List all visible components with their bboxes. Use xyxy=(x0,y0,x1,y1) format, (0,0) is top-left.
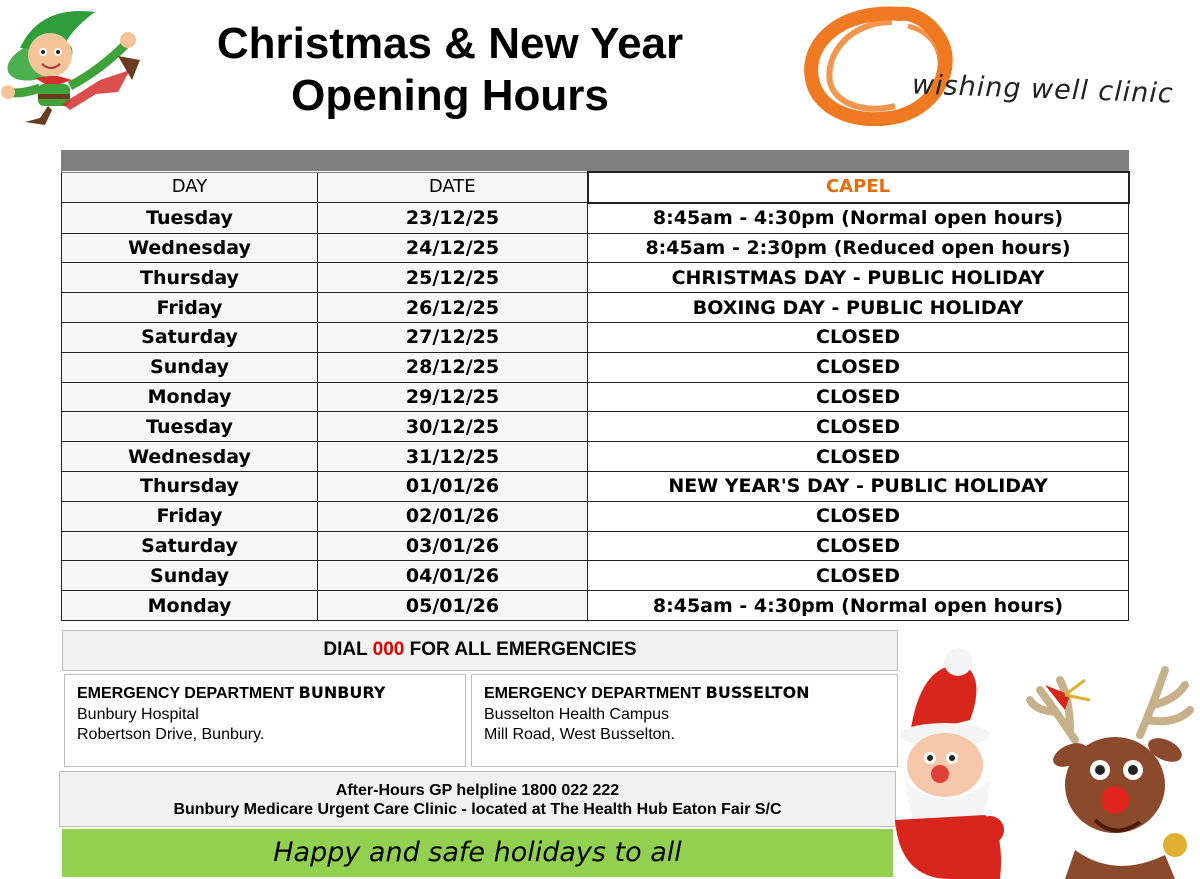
row-day: Monday xyxy=(62,591,318,621)
table-row xyxy=(62,442,1129,472)
row-day: Saturday xyxy=(62,322,318,352)
header-date: DATE xyxy=(318,172,588,203)
row-date: 04/01/26 xyxy=(318,561,588,591)
table-row xyxy=(62,352,1129,382)
ed-line-1: Busselton Health Campus xyxy=(484,706,669,723)
table-row xyxy=(62,263,1129,293)
row-day: Sunday xyxy=(62,352,318,382)
row-hours: CLOSED xyxy=(588,531,1129,561)
clinic-logo xyxy=(800,4,1170,132)
row-hours: CLOSED xyxy=(588,322,1129,352)
title-line-2: Opening Hours xyxy=(291,71,609,120)
row-date: 31/12/25 xyxy=(318,442,588,472)
table-row xyxy=(62,561,1129,591)
holiday-message-banner: Happy and safe holidays to all xyxy=(62,829,893,877)
after-hours-line-2: Bunbury Medicare Urgent Care Clinic - located at The Health Hub Eaton Fair S/C xyxy=(173,801,782,818)
table-header-row xyxy=(62,172,1129,203)
table-row xyxy=(62,471,1129,501)
row-hours: CLOSED xyxy=(588,561,1129,591)
row-day: Wednesday xyxy=(62,233,318,263)
row-day: Thursday xyxy=(62,263,318,293)
row-date: 24/12/25 xyxy=(318,233,588,263)
row-hours: CLOSED xyxy=(588,501,1129,531)
row-date: 30/12/25 xyxy=(318,412,588,442)
row-date: 03/01/26 xyxy=(318,531,588,561)
after-hours-line-1: After-Hours GP helpline 1800 022 222 xyxy=(335,782,620,799)
ed-heading-place: BUSSELTON xyxy=(705,683,810,702)
row-day: Sunday xyxy=(62,561,318,591)
row-date: 23/12/25 xyxy=(318,203,588,233)
table-row xyxy=(62,203,1129,233)
row-hours: 8:45am - 4:30pm (Normal open hours) xyxy=(588,203,1129,233)
row-hours: CLOSED xyxy=(588,442,1129,472)
ed-line-2: Mill Road, West Busselton. xyxy=(484,726,675,743)
logo-text: wishing well clinic xyxy=(911,69,1175,110)
row-date: 28/12/25 xyxy=(318,352,588,382)
dial-prefix: DIAL xyxy=(323,639,373,660)
table-header-bar xyxy=(62,151,1129,173)
row-hours: CLOSED xyxy=(588,382,1129,412)
table-row xyxy=(62,233,1129,263)
row-date: 01/01/26 xyxy=(318,471,588,501)
table-row xyxy=(62,591,1129,621)
row-date: 26/12/25 xyxy=(318,293,588,323)
row-day: Monday xyxy=(62,382,318,412)
row-date: 29/12/25 xyxy=(318,382,588,412)
header-bar-cell xyxy=(62,151,1129,173)
ed-heading-prefix: EMERGENCY DEPARTMENT xyxy=(77,685,299,702)
row-hours: BOXING DAY - PUBLIC HOLIDAY xyxy=(588,293,1129,323)
emergency-number: 000 xyxy=(372,639,405,660)
row-hours: CHRISTMAS DAY - PUBLIC HOLIDAY xyxy=(588,263,1129,293)
row-date: 27/12/25 xyxy=(318,322,588,352)
ed-heading xyxy=(484,683,885,704)
row-hours: 8:45am - 4:30pm (Normal open hours) xyxy=(588,591,1129,621)
emergency-dial-banner xyxy=(62,630,898,671)
row-day: Tuesday xyxy=(62,203,318,233)
row-date: 05/01/26 xyxy=(318,591,588,621)
elf-illustration xyxy=(0,0,150,132)
page-title xyxy=(150,18,750,122)
ed-line-1: Bunbury Hospital xyxy=(77,706,199,723)
table-row xyxy=(62,322,1129,352)
table-row xyxy=(62,531,1129,561)
table-row xyxy=(62,382,1129,412)
header-day: DAY xyxy=(62,172,318,203)
row-hours: NEW YEAR'S DAY - PUBLIC HOLIDAY xyxy=(588,471,1129,501)
row-day: Friday xyxy=(62,501,318,531)
ed-heading-place: BUNBURY xyxy=(298,683,386,702)
santa-illustration xyxy=(890,640,1030,879)
row-day: Thursday xyxy=(62,471,318,501)
title-line-1: Christmas & New Year xyxy=(216,19,684,68)
row-day: Tuesday xyxy=(62,412,318,442)
after-hours-info xyxy=(59,771,896,827)
dial-suffix: FOR ALL EMERGENCIES xyxy=(404,639,637,660)
row-date: 25/12/25 xyxy=(318,263,588,293)
ed-heading xyxy=(77,683,453,704)
row-day: Wednesday xyxy=(62,442,318,472)
ed-heading-prefix: EMERGENCY DEPARTMENT xyxy=(484,685,706,702)
reindeer-illustration xyxy=(1015,640,1200,879)
emergency-department-busselton xyxy=(471,674,898,767)
table-row xyxy=(62,501,1129,531)
emergency-department-bunbury xyxy=(64,674,466,767)
row-hours: 8:45am - 2:30pm (Reduced open hours) xyxy=(588,233,1129,263)
header-location: CAPEL xyxy=(588,172,1129,203)
table-row xyxy=(62,412,1129,442)
table-row xyxy=(62,293,1129,323)
opening-hours-table xyxy=(61,150,1130,621)
row-hours: CLOSED xyxy=(588,352,1129,382)
ed-line-2: Robertson Drive, Bunbury. xyxy=(77,726,265,743)
row-hours: CLOSED xyxy=(588,412,1129,442)
row-date: 02/01/26 xyxy=(318,501,588,531)
row-day: Friday xyxy=(62,293,318,323)
row-day: Saturday xyxy=(62,531,318,561)
